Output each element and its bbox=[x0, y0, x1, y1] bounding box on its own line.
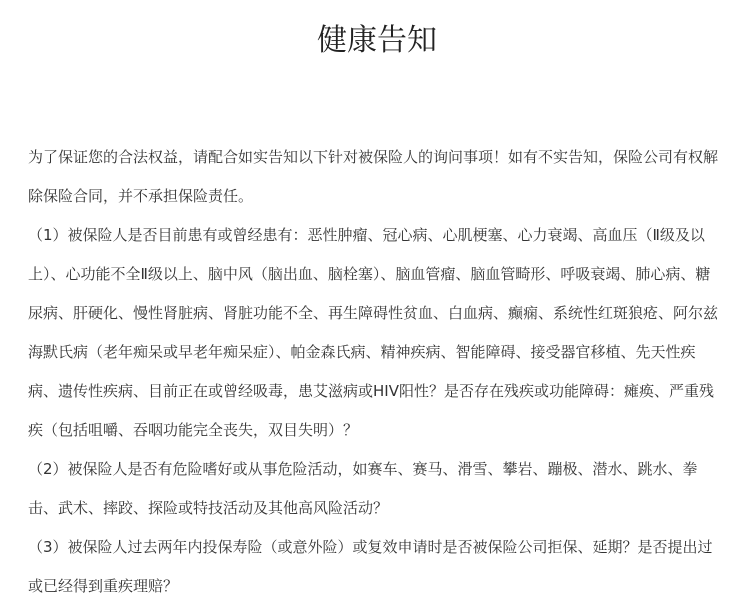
question-1-paragraph: （1）被保险人是否目前患有或曾经患有：恶性肿瘤、冠心病、心肌梗塞、心力衰竭、高血压（Ⅱ级及以上）、心功能不全Ⅱ级以上、脑中风（脑出血、脑栓塞）、脑血管瘤、脑血管畸形、呼吸衰竭、肺心病、糖尿病、肝硬化、慢性肾脏病、肾脏功能不全、再生障碍性贫血、白血病、癫痫、系统性红斑狼疮、阿尔兹海默氏病（老年痴呆或早老年痴呆症）、帕金森氏病、精神疾病、智能障碍、接受器官移植、先天性疾病、遗传性疾病、目前正在或曾经吸毒，患艾滋病或HIV阳性？是否存在残疾或功能障碍：瘫痪、严重残疾（包括咀嚼、吞咽功能完全丧失，双目失明）？ bbox=[28, 226, 719, 439]
question-3-paragraph: （3）被保险人过去两年内投保寿险（或意外险）或复效申请时是否被保险公司拒保、延期？是否提出过或已经得到重疾理赔？ bbox=[28, 538, 713, 595]
question-2-paragraph: （2）被保险人是否有危险嗜好或从事危险活动，如赛车、赛马、滑雪、攀岩、蹦极、潜水、跳水、拳击、武术、摔跤、探险或特技活动及其他高风险活动？ bbox=[28, 460, 698, 517]
page-title: 健康告知 bbox=[317, 23, 437, 58]
disclosure-content bbox=[28, 138, 720, 606]
intro-paragraph: 为了保证您的合法权益，请配合如实告知以下针对被保险人的询问事项！如有不实告知，保险公司有权解除保险合同，并不承担保险责任。 bbox=[28, 148, 719, 205]
